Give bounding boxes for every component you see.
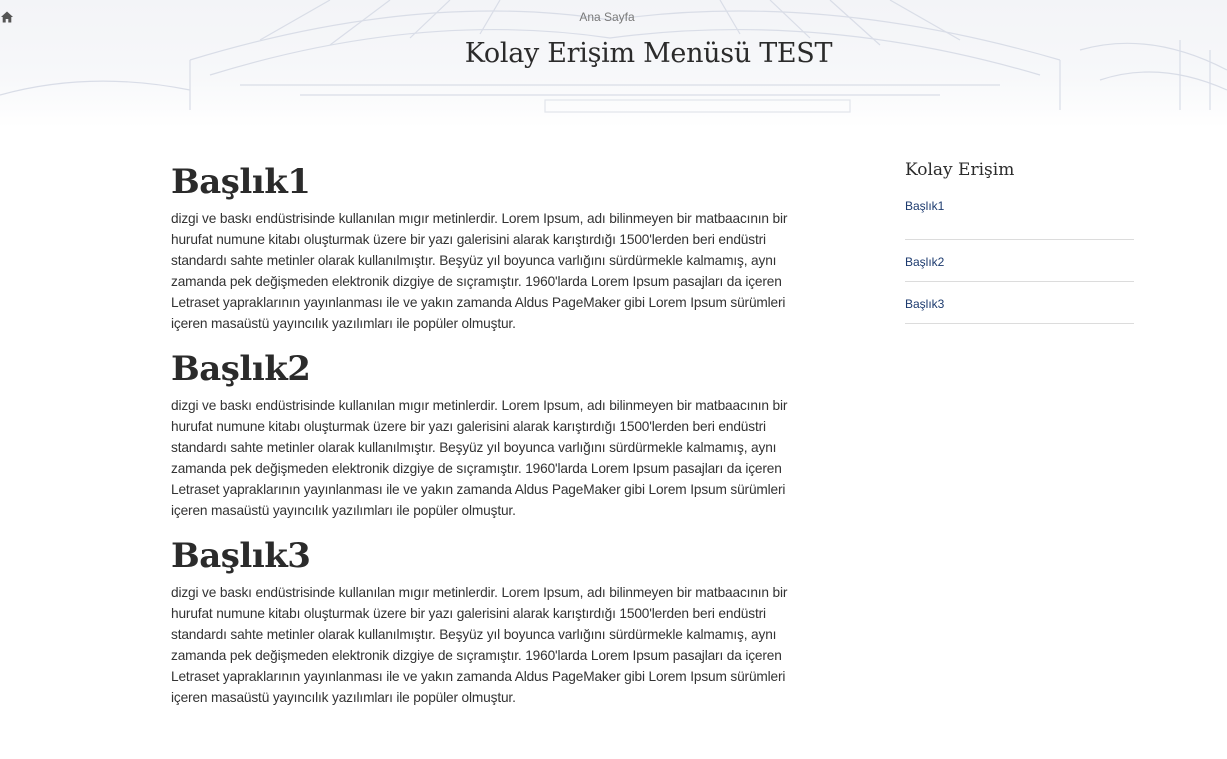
section-heading: Başlık3 <box>171 536 311 576</box>
main-content <box>171 158 801 719</box>
home-icon[interactable] <box>546 10 560 24</box>
sidebar-item-baslik2 <box>905 240 1134 282</box>
sidebar-list <box>905 197 1134 324</box>
sidebar-link-baslik3[interactable]: Başlık3 <box>905 297 945 311</box>
section-heading: Başlık1 <box>171 162 311 202</box>
sidebar-item-baslik1 <box>905 197 1134 240</box>
sidebar-link-baslik2[interactable]: Başlık2 <box>905 255 945 269</box>
content-section-3 <box>171 532 801 708</box>
section-heading: Başlık2 <box>171 349 311 389</box>
content-section-1 <box>171 158 801 334</box>
sidebar-link-baslik1[interactable]: Başlık1 <box>905 199 945 213</box>
sidebar-title: Kolay Erişim <box>905 160 1015 180</box>
section-paragraph: dizgi ve baskı endüstrisinde kullanılan mıgır metinlerdir. Lorem Ipsum, adı bilinmeyen bir matbaacının bir hurufat numune kitabı oluşturmak üzere bir yazı galerisini alarak karıştırdığı 1500'lerden beri endüstri standardı sahte metinler olarak kullanılmıştır. Beşyüz yıl boyunca varlığını sürdürmekle kalmamış, aynı zamanda pek değişmeden elektronik dizgiye de sıçramıştır. 1960'larda Lorem Ipsum pasajları da içeren Letraset yapraklarının yayınlanması ile ve yakın zamanda Aldus PageMaker gibi Lorem Ipsum sürümleri içeren masaüstü yayıncılık yazılımları ile popüler olmuştur. <box>171 585 788 705</box>
quick-access-sidebar <box>905 156 1134 324</box>
breadcrumb <box>0 10 1227 24</box>
section-paragraph: dizgi ve baskı endüstrisinde kullanılan mıgır metinlerdir. Lorem Ipsum, adı bilinmeyen bir matbaacının bir hurufat numune kitabı oluşturmak üzere bir yazı galerisini alarak karıştırdığı 1500'lerden beri endüstri standardı sahte metinler olarak kullanılmıştır. Beşyüz yıl boyunca varlığını sürdürmekle kalmamış, aynı zamanda pek değişmeden elektronik dizgiye de sıçramıştır. 1960'larda Lorem Ipsum pasajları da içeren Letraset yapraklarının yayınlanması ile ve yakın zamanda Aldus PageMaker gibi Lorem Ipsum sürümleri içeren masaüstü yayıncılık yazılımları ile popüler olmuştur. <box>171 398 788 518</box>
content-section-2 <box>171 345 801 521</box>
page-title: Kolay Erişim Menüsü TEST <box>464 38 833 69</box>
section-paragraph: dizgi ve baskı endüstrisinde kullanılan mıgır metinlerdir. Lorem Ipsum, adı bilinmeyen bir matbaacının bir hurufat numune kitabı oluşturmak üzere bir yazı galerisini alarak karıştırdığı 1500'lerden beri endüstri standardı sahte metinler olarak kullanılmıştır. Beşyüz yıl boyunca varlığını sürdürmekle kalmamış, aynı zamanda pek değişmeden elektronik dizgiye de sıçramıştır. 1960'larda Lorem Ipsum pasajları da içeren Letraset yapraklarının yayınlanması ile ve yakın zamanda Aldus PageMaker gibi Lorem Ipsum sürümleri içeren masaüstü yayıncılık yazılımları ile popüler olmuştur. <box>171 211 788 331</box>
breadcrumb-home-link[interactable]: Ana Sayfa <box>579 10 635 24</box>
hero-banner <box>0 0 1227 128</box>
sidebar-item-baslik3 <box>905 282 1134 324</box>
